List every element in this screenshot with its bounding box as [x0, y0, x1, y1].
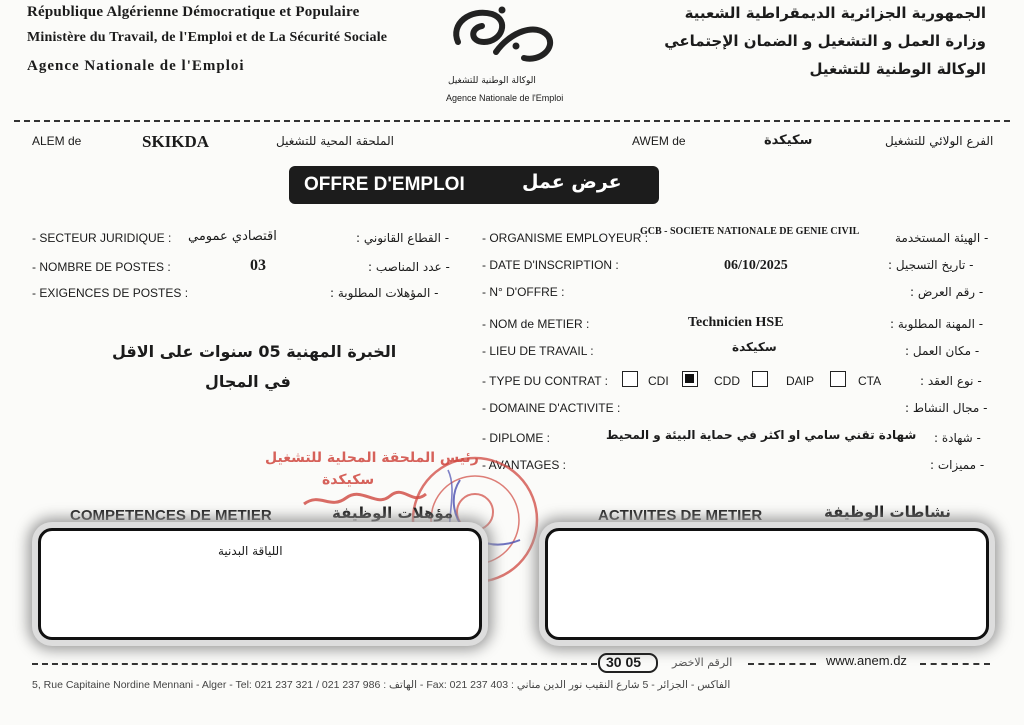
contrat-ar-label: - نوع العقد :: [920, 374, 982, 388]
contrat-daip-checkbox[interactable]: [752, 371, 768, 387]
green-number-label: الرقم الاخضر: [672, 656, 733, 669]
activites-title-fr: ACTIVITES DE METIER: [598, 507, 763, 524]
avantages-label: - AVANTAGES :: [482, 458, 567, 472]
organisme-ar-label: - الهيئة المستخدمة: [895, 231, 989, 245]
postes-label: - NOMBRE DE POSTES :: [32, 260, 171, 274]
footer-address: 5, Rue Capitaine Nordine Mennani - Alger - Tel: 021 237 321 / 021 237 986 : الهاتف - Fax: 021 237 403 : الفاكس - الجزائر - 5 شارع النقيب نور الدين مناني: [32, 679, 731, 691]
competences-title-fr: COMPETENCES DE METIER: [70, 507, 272, 524]
contrat-daip-label: DAIP: [786, 374, 815, 388]
lieu-ar-label: - مكان العمل :: [905, 344, 980, 358]
organisme-value: GCB - SOCIETE NATIONALE DE GENIE CIVIL: [640, 226, 860, 237]
activites-title-ar: نشاطات الوظيفة: [824, 503, 951, 521]
diplome-ar-label: - شهادة :: [934, 431, 981, 445]
alem-label: ALEM de: [32, 134, 82, 148]
green-number: 30 05: [606, 654, 642, 670]
contrat-cdd-label: CDD: [714, 374, 740, 388]
exigences-ar-label: - المؤهلات المطلوبة :: [330, 286, 439, 300]
exigences-value-line1: الخبرة المهنية 05 سنوات على الاقل: [112, 342, 397, 361]
diplome-value: شهادة تقني سامي او اكثر في حماية البيئة و المحيط: [606, 428, 917, 442]
lieu-label: - LIEU DE TRAVAIL :: [482, 344, 594, 358]
contrat-cta-label: CTA: [858, 374, 882, 388]
alem-value: SKIKDA: [142, 132, 210, 151]
avantages-ar-label: - مميزات :: [930, 458, 985, 472]
title-ar: عرض عمل: [522, 171, 622, 193]
contrat-cdi-checkbox[interactable]: [622, 371, 638, 387]
secteur-ar-label: - القطاع القانوني :: [356, 231, 450, 245]
awem-value: سكيكدة: [764, 133, 813, 148]
metier-ar-label: - المهنة المطلوبة :: [890, 317, 984, 331]
secteur-label: - SECTEUR JURIDIQUE :: [32, 231, 172, 245]
organisme-label: - ORGANISME EMPLOYEUR :: [482, 231, 649, 245]
activites-box: [545, 528, 989, 640]
offre-label: - N° D'OFFRE :: [482, 285, 565, 299]
offre-ar-label: - رقم العرض :: [910, 285, 984, 299]
awem-label: AWEM de: [632, 134, 686, 148]
metier-label: - NOM de METIER :: [482, 317, 590, 331]
lieu-value: سكيكدة: [732, 340, 777, 354]
footer-dash-left: [32, 663, 597, 665]
contrat-cdi-label: CDI: [648, 374, 669, 388]
exigences-label: - EXIGENCES DE POSTES :: [32, 286, 189, 300]
competences-value: اللياقة البدنية: [218, 544, 283, 558]
date-label: - DATE D'INSCRIPTION :: [482, 258, 619, 272]
contrat-cta-checkbox[interactable]: [830, 371, 846, 387]
header-separator: [14, 120, 1010, 122]
alem-ar-label: الملحقة المحية للتشغيل: [276, 134, 394, 148]
competences-title-ar: مؤهلات الوظيفة: [332, 504, 454, 522]
website-link[interactable]: www.anem.dz: [826, 653, 907, 668]
domaine-ar-label: - مجال النشاط :: [905, 401, 988, 415]
contrat-label: - TYPE DU CONTRAT :: [482, 374, 609, 388]
logo-ar-text: الوكالة الوطنية للتشغيل: [448, 76, 536, 86]
header-fr-line2: Ministère du Travail, de l'Emploi et de La Sécurité Sociale: [27, 30, 388, 45]
contrat-cdd-checkbox[interactable]: [682, 371, 698, 387]
stamp-title-line2: سكيكدة: [322, 472, 375, 488]
header-ar-line1: الجمهورية الجزائرية الديمقراطية الشعبية: [684, 4, 986, 22]
header-ar-line2: وزارة العمل و التشغيل و الضمان الإجتماعي: [664, 32, 986, 50]
postes-ar-label: - عدد المناصب :: [368, 260, 450, 274]
postes-value: 03: [250, 257, 266, 274]
footer-dash-right: [920, 663, 990, 665]
header-fr-line3: Agence Nationale de l'Emploi: [27, 58, 245, 74]
header-ar-line3: الوكالة الوطنية للتشغيل: [809, 60, 986, 78]
date-value: 06/10/2025: [724, 258, 788, 273]
metier-value: Technicien HSE: [688, 315, 784, 330]
logo-fr-text: Agence Nationale de l'Emploi: [446, 93, 564, 103]
awem-ar-label: الفرع الولائي للتشغيل: [885, 134, 994, 148]
anem-logo: [440, 2, 560, 74]
diplome-label: - DIPLOME :: [482, 431, 551, 445]
stamp-title-line1: رئيس الملحقة المحلية للتشغيل: [265, 450, 479, 466]
domaine-label: - DOMAINE D'ACTIVITE :: [482, 401, 621, 415]
title-fr: OFFRE D'EMPLOI: [304, 174, 465, 195]
header-fr-line1: République Algérienne Démocratique et Populaire: [27, 4, 360, 20]
exigences-value-line2: في المجال: [205, 372, 291, 391]
secteur-value: اقتصادي عمومي: [188, 229, 277, 244]
date-ar-label: - تاريخ التسجيل :: [888, 258, 974, 272]
footer-dash-mid: [748, 663, 816, 665]
